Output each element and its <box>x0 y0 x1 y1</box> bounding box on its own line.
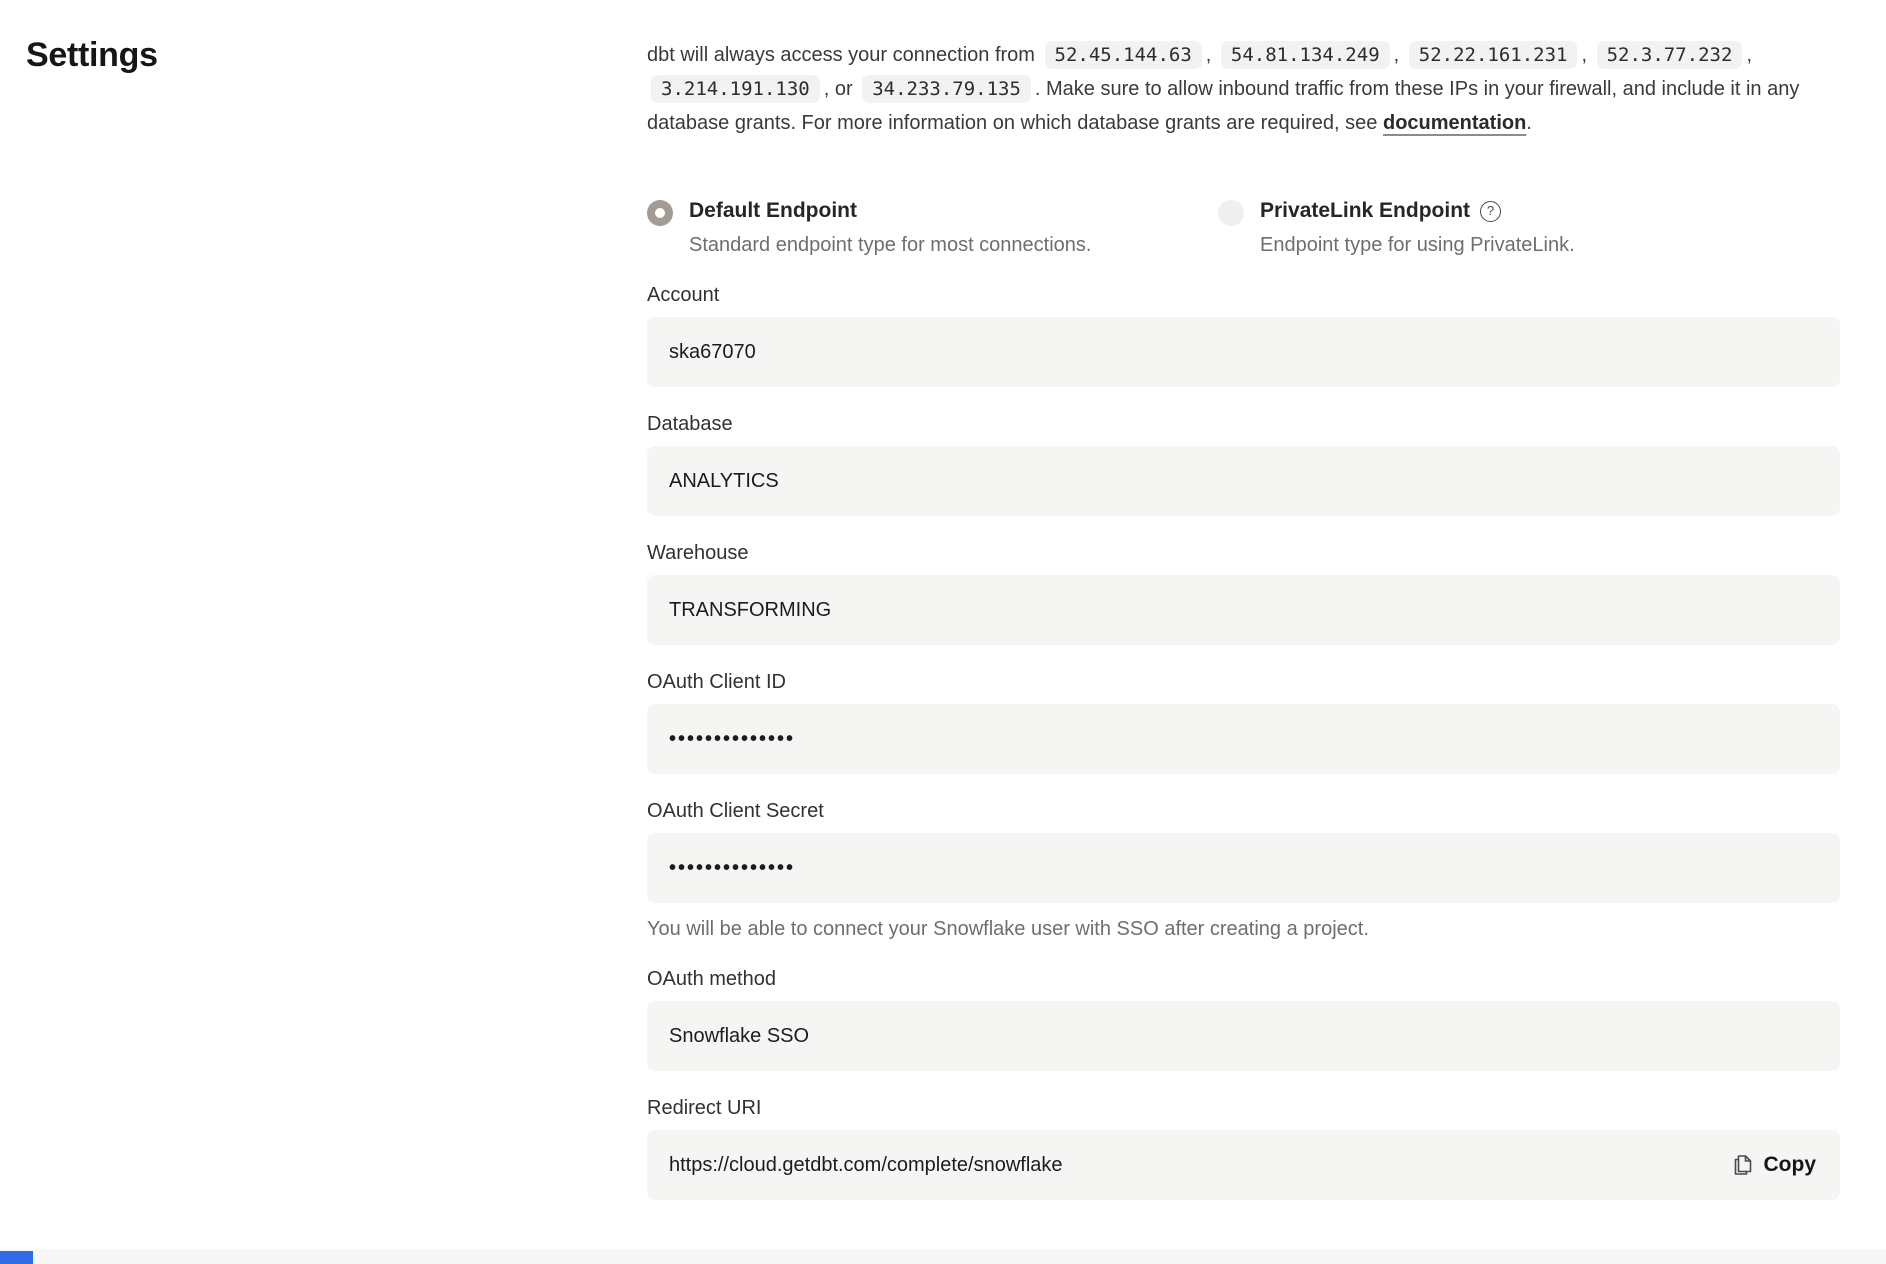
ip-address-chip: 3.214.191.130 <box>651 75 820 103</box>
separator: , <box>1393 44 1400 66</box>
intro-text: dbt will always access your connection from <box>647 44 1035 66</box>
account-input[interactable] <box>647 317 1840 387</box>
connection-settings-form <box>647 38 1840 1200</box>
separator: , <box>1746 44 1753 66</box>
copy-icon <box>1732 1153 1754 1177</box>
sso-note: You will be able to connect your Snowflake user with SSO after creating a project. <box>647 918 1369 940</box>
database-label: Database <box>647 413 733 435</box>
database-input[interactable] <box>647 446 1840 516</box>
oauth-client-id-field <box>647 669 1840 774</box>
privatelink-endpoint-label: PrivateLink Endpoint ? <box>1260 198 1575 224</box>
radio-unselected-icon[interactable] <box>1218 200 1244 226</box>
privatelink-endpoint-option[interactable] <box>1218 198 1575 258</box>
database-field <box>647 411 1840 516</box>
default-endpoint-label: Default Endpoint <box>689 199 857 222</box>
warehouse-input[interactable] <box>647 575 1840 645</box>
oauth-client-id-input[interactable] <box>647 704 1840 774</box>
or-separator: , or <box>823 78 853 100</box>
period: . <box>1526 112 1532 134</box>
account-field <box>647 282 1840 387</box>
ip-allowlist-paragraph <box>647 38 1840 140</box>
oauth-client-secret-field <box>647 798 1840 942</box>
endpoint-type-options <box>647 198 1840 258</box>
ip-address-chip: 52.45.144.63 <box>1045 41 1202 69</box>
redirect-uri-input[interactable] <box>647 1130 1840 1200</box>
ip-address-chip: 34.233.79.135 <box>862 75 1031 103</box>
copy-button[interactable] <box>1732 1153 1817 1177</box>
ip-address-chip: 54.81.134.249 <box>1221 41 1390 69</box>
help-icon[interactable]: ? <box>1480 201 1501 222</box>
account-label: Account <box>647 284 720 306</box>
radio-selected-icon[interactable] <box>647 200 673 226</box>
warehouse-field <box>647 540 1840 645</box>
page-title: Settings <box>26 36 158 74</box>
oauth-method-field <box>647 966 1840 1071</box>
ip-address-chip: 52.22.161.231 <box>1409 41 1578 69</box>
bottom-bar <box>0 1249 1886 1264</box>
copy-button-label: Copy <box>1763 1153 1816 1176</box>
redirect-uri-value: https://cloud.getdbt.com/complete/snowflake <box>669 1153 1063 1176</box>
documentation-link[interactable]: documentation <box>1382 112 1527 134</box>
intro-text: . Make sure to allow inbound traffic from these IPs in your firewall, and include it in any database grants. For more information on which database grants are required, see <box>647 78 1800 134</box>
ip-address-chip: 52.3.77.232 <box>1597 41 1743 69</box>
separator: , <box>1205 44 1212 66</box>
privatelink-endpoint-description: Endpoint type for using PrivateLink. <box>1260 234 1575 256</box>
oauth-method-label: OAuth method <box>647 968 776 990</box>
oauth-client-secret-label: OAuth Client Secret <box>647 800 824 822</box>
redirect-uri-label: Redirect URI <box>647 1097 762 1119</box>
bottom-bar-accent <box>0 1251 33 1264</box>
default-endpoint-option[interactable] <box>647 198 1218 258</box>
redirect-uri-field <box>647 1095 1840 1200</box>
default-endpoint-description: Standard endpoint type for most connections. <box>689 234 1092 256</box>
oauth-client-secret-input[interactable] <box>647 833 1840 903</box>
oauth-method-input[interactable] <box>647 1001 1840 1071</box>
oauth-client-id-label: OAuth Client ID <box>647 671 786 693</box>
warehouse-label: Warehouse <box>647 542 749 564</box>
separator: , <box>1581 44 1588 66</box>
